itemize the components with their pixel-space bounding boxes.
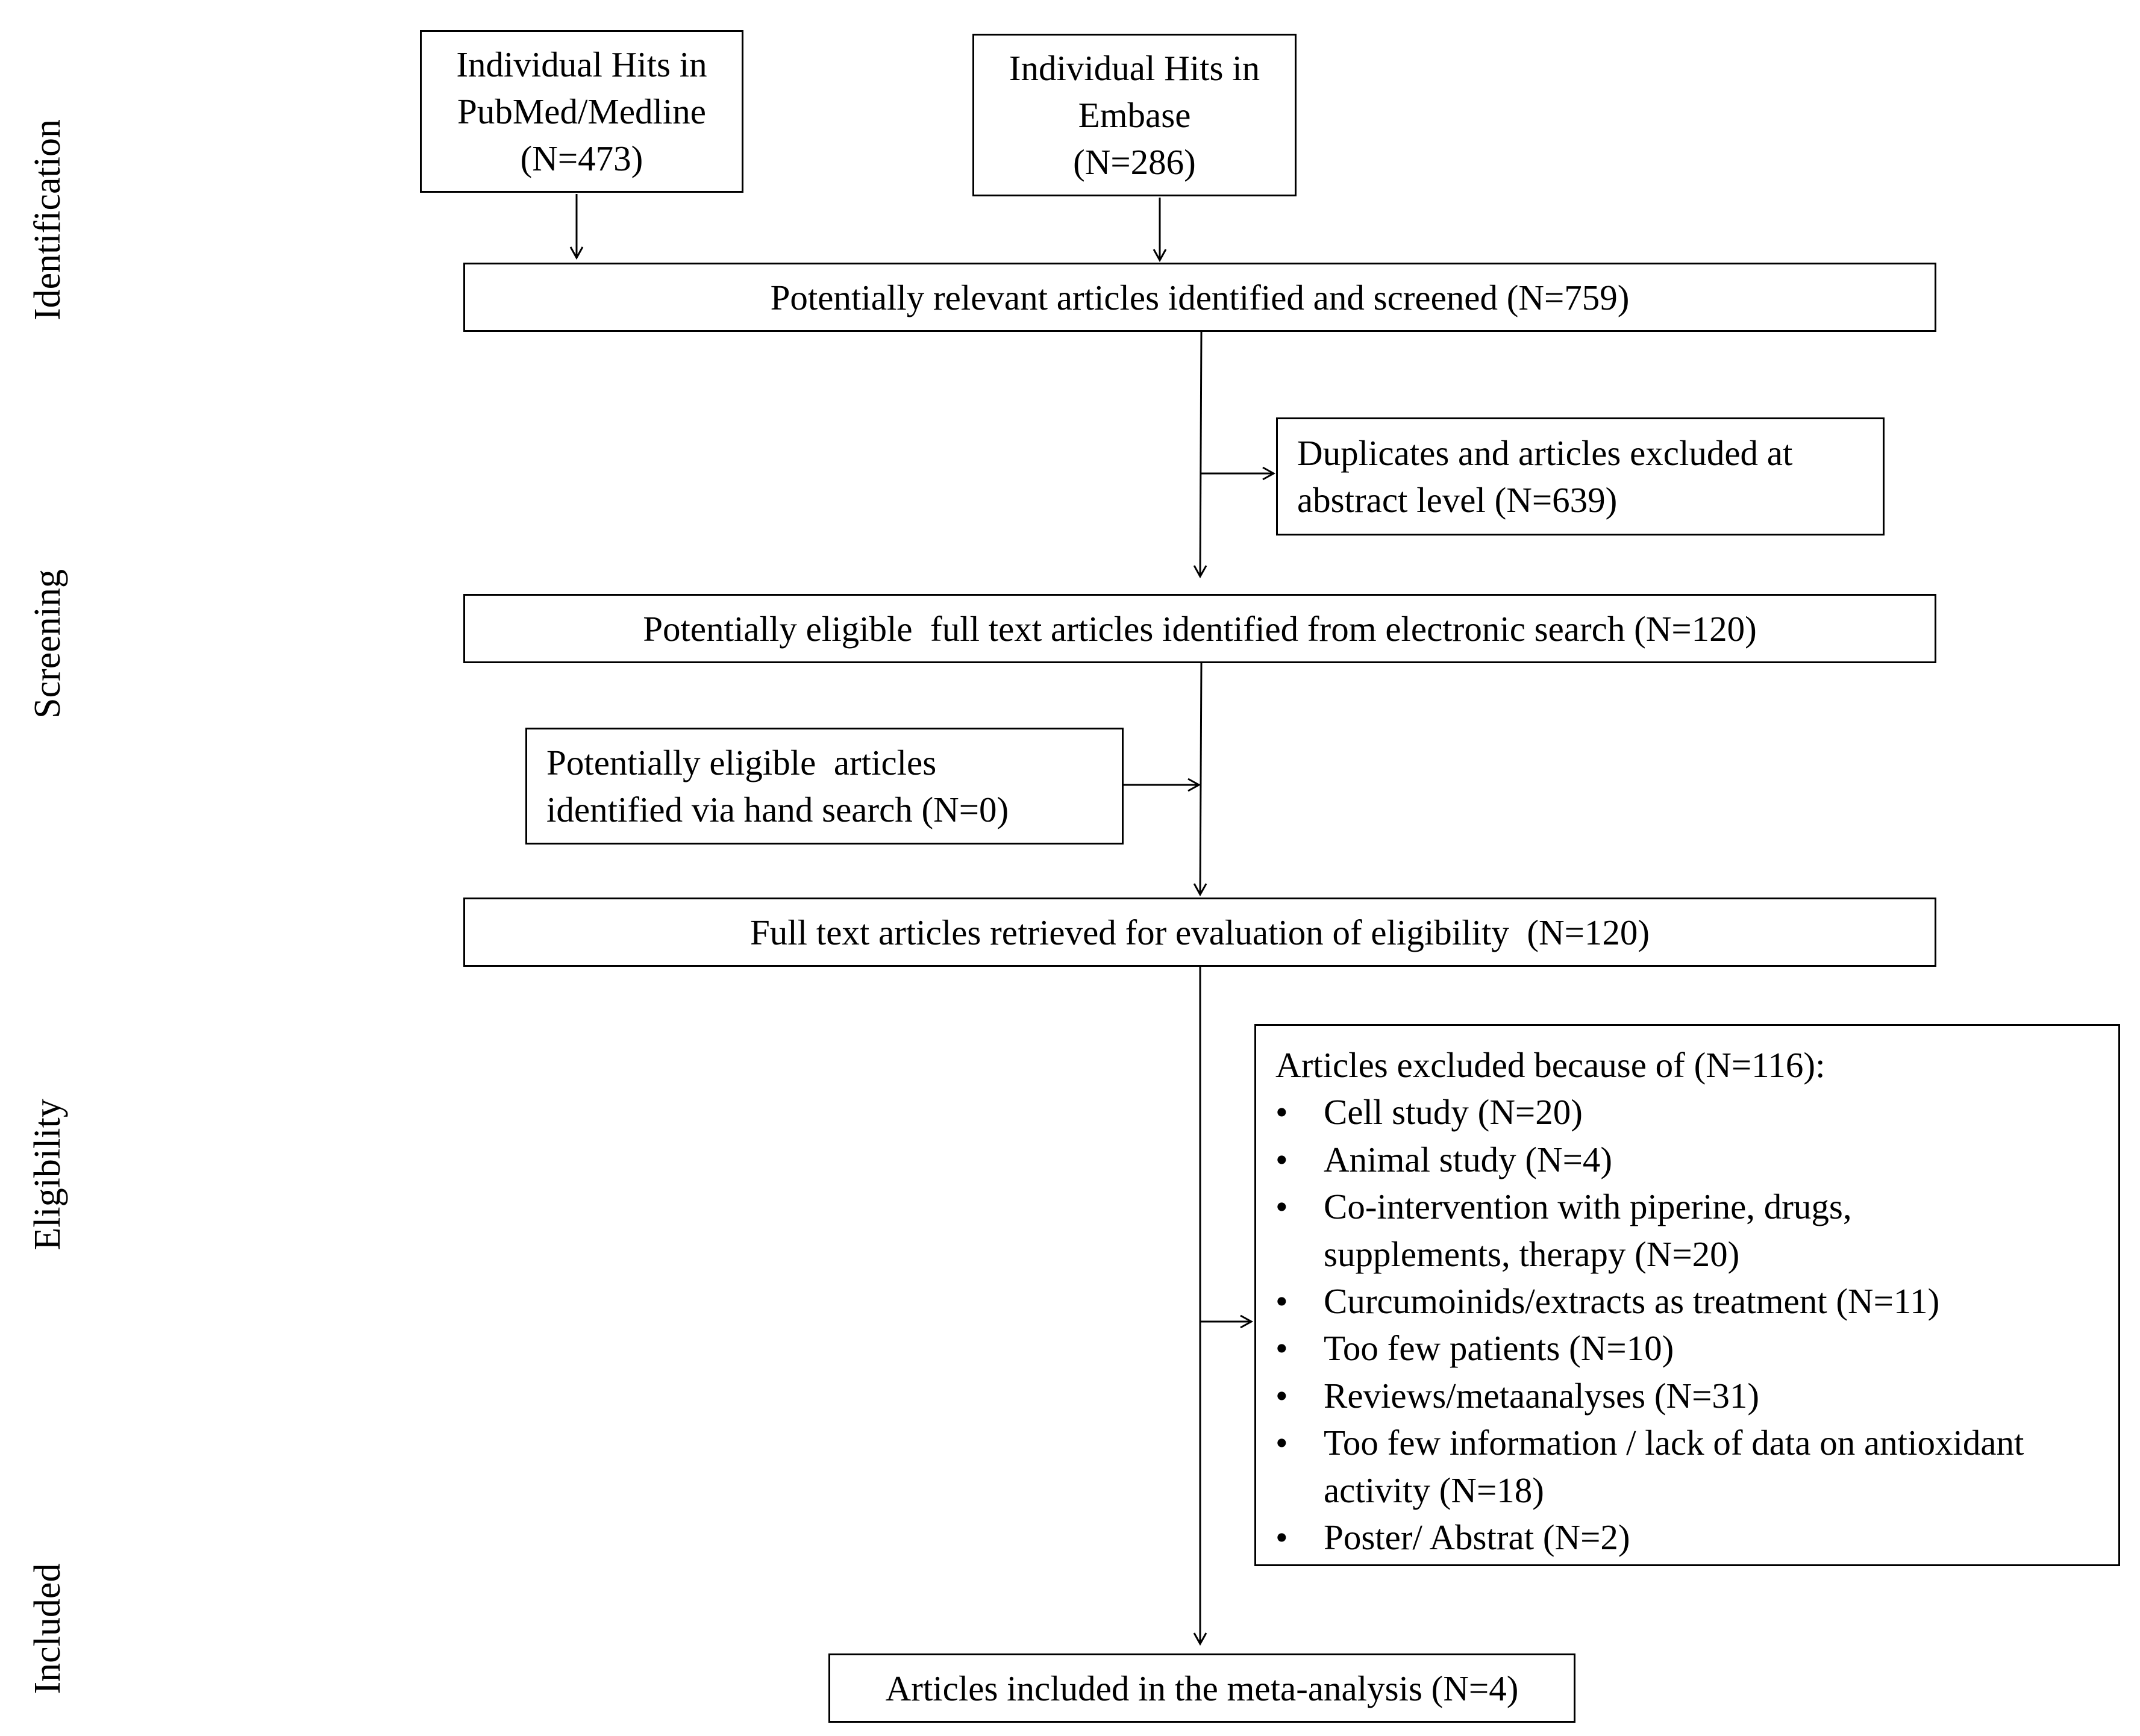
exclusion-reason-item bbox=[1275, 1278, 2106, 1325]
exclusion-reason-list bbox=[1275, 1088, 2106, 1561]
exclusion-reason-item bbox=[1275, 1419, 2106, 1514]
full-text-retrieved-box bbox=[463, 898, 1936, 967]
exclusion-reason-line-1: Poster/ Abstrat (N=2) bbox=[1324, 1517, 1630, 1558]
exclusion-reason-line-1: Animal study (N=4) bbox=[1324, 1139, 1613, 1179]
hand-search-box bbox=[525, 728, 1124, 845]
bullet-icon: • bbox=[1275, 1328, 1288, 1369]
line-screened-down bbox=[1200, 332, 1201, 576]
exclusion-reason-item bbox=[1275, 1325, 2106, 1372]
exclusion-reason-item bbox=[1275, 1372, 2106, 1419]
pubmed-line-1: Individual Hits in bbox=[456, 45, 707, 84]
source-box-pubmed bbox=[420, 30, 743, 193]
exclusion-reason-item bbox=[1275, 1088, 2106, 1135]
duplicates-line-1: Duplicates and articles excluded at bbox=[1297, 433, 1793, 473]
full-text-retrieved-text: Full text articles retrieved for evaluation of eligibility (N=120) bbox=[749, 912, 1650, 952]
embase-count: (N=286) bbox=[1073, 142, 1196, 182]
included-box bbox=[828, 1653, 1575, 1723]
bullet-icon: • bbox=[1275, 1281, 1288, 1322]
exclusion-reason-item bbox=[1275, 1514, 2106, 1561]
stage-label-included: Included bbox=[27, 1563, 68, 1694]
stage-label-screening: Screening bbox=[27, 569, 68, 719]
hand-search-line-1: Potentially eligible articles bbox=[546, 743, 937, 782]
exclusion-reason-line-1: Reviews/metaanalyses (N=31) bbox=[1324, 1375, 1760, 1416]
duplicates-line-2: abstract level (N=639) bbox=[1297, 480, 1618, 520]
bullet-icon: • bbox=[1275, 1517, 1288, 1558]
included-text: Articles included in the meta-analysis (N=4) bbox=[885, 1668, 1519, 1708]
exclusion-reason-line-2: activity (N=18) bbox=[1324, 1470, 1544, 1510]
stage-label-eligibility: Eligibility bbox=[27, 1099, 68, 1250]
screened-box bbox=[463, 263, 1936, 332]
pubmed-count: (N=473) bbox=[520, 139, 643, 178]
embase-line-2: Embase bbox=[1078, 95, 1191, 135]
bullet-icon: • bbox=[1275, 1187, 1288, 1227]
hand-search-line-2: identified via hand search (N=0) bbox=[546, 790, 1009, 829]
bullet-icon: • bbox=[1275, 1139, 1288, 1179]
exclusion-reason-item bbox=[1275, 1136, 2106, 1183]
exclusion-reason-line-1: Too few patients (N=10) bbox=[1324, 1328, 1674, 1369]
line-eligible-down bbox=[1200, 663, 1201, 895]
embase-line-1: Individual Hits in bbox=[1009, 48, 1260, 88]
pubmed-line-2: PubMed/Medline bbox=[457, 92, 706, 131]
eligible-electronic-text: Potentially eligible full text articles identified from electronic search (N=120) bbox=[643, 608, 1757, 649]
bullet-icon: • bbox=[1275, 1423, 1288, 1463]
exclusion-reason-line-1: Cell study (N=20) bbox=[1324, 1092, 1583, 1132]
eligible-electronic-box bbox=[463, 594, 1936, 663]
duplicates-excluded-box bbox=[1276, 417, 1885, 535]
exclusion-reason-item bbox=[1275, 1183, 2106, 1278]
bullet-icon: • bbox=[1275, 1092, 1288, 1132]
exclusion-reason-line-1: Too few information / lack of data on antioxidant bbox=[1324, 1423, 2024, 1463]
source-box-embase bbox=[972, 34, 1297, 196]
exclusion-heading: Articles excluded because of (N=116): bbox=[1275, 1045, 1826, 1085]
exclusion-reason-line-1: Curcumoinids/extracts as treatment (N=11) bbox=[1324, 1281, 1940, 1322]
stage-label-identification: Identification bbox=[27, 119, 68, 320]
exclusion-reason-line-1: Co-intervention with piperine, drugs, bbox=[1324, 1187, 1852, 1227]
screened-text: Potentially relevant articles identified and screened (N=759) bbox=[770, 277, 1630, 317]
exclusion-reasons-box bbox=[1254, 1024, 2120, 1566]
bullet-icon: • bbox=[1275, 1375, 1288, 1416]
exclusion-reason-line-2: supplements, therapy (N=20) bbox=[1324, 1234, 1740, 1274]
